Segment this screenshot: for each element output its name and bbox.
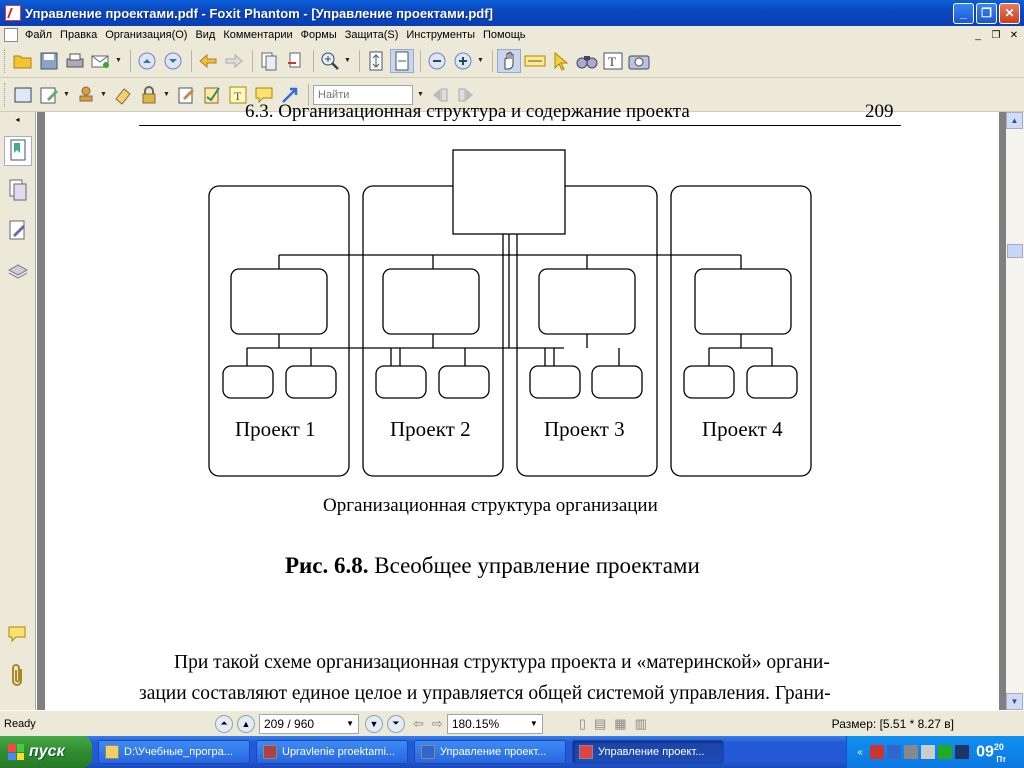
fit-width-icon[interactable] [390,49,414,73]
layers-icon[interactable] [4,256,32,286]
document-icon[interactable] [4,28,18,42]
team-box-3b [592,366,642,398]
annotations-panel-icon[interactable] [4,216,32,246]
menu-comments[interactable]: Комментарии [223,29,293,41]
document-gutter-left [37,112,45,710]
window-title: Управление проектами.pdf - Foxit Phantom - [Управление проектами.pdf] [25,5,493,21]
foxit-task-icon [579,745,593,759]
taskbar-item-explorer[interactable] [98,740,250,764]
figure-caption [285,553,700,579]
start-label: пуск [29,743,65,760]
sign-document-icon[interactable] [200,83,224,107]
team-drop-lines [247,348,772,366]
tray-expand-icon[interactable]: « [857,746,863,758]
page-dropdown-icon[interactable]: ▼ [346,719,354,728]
lock-dropdown-icon[interactable]: ▼ [163,91,170,98]
email-icon[interactable] [89,49,113,73]
tray-network-icon[interactable] [904,745,918,759]
lock-icon[interactable] [137,83,161,107]
forward-arrow-icon[interactable] [222,49,246,73]
rectangle-tool-icon[interactable] [11,83,35,107]
facing-view-icon[interactable]: ▦ [614,715,627,731]
taskbar-item-foxit[interactable] [572,740,724,764]
tray-clock[interactable] [976,742,1018,764]
tray-battery-icon[interactable] [938,745,952,759]
toolbar-separator [492,50,493,72]
svg-text:T: T [234,88,242,103]
toolbar-separator [313,50,314,72]
pencil-tool-icon[interactable] [37,83,61,107]
toolbar-separator [252,50,253,72]
top-management-box [453,150,565,234]
task-label: Upravlenie proektami... [282,746,396,758]
stamp-dropdown-icon[interactable]: ▼ [100,91,107,98]
continuous-facing-view-icon[interactable]: ▥ [634,715,647,731]
scroll-thumb[interactable] [1007,244,1023,258]
task-label: Управление проект... [440,746,547,758]
taskbar-item-archive[interactable] [256,740,408,764]
page-number-field[interactable] [259,714,359,734]
insert-pages-icon[interactable] [257,49,281,73]
project-label-4: Проект 4 [702,417,783,441]
mdi-restore-button[interactable]: ❐ [991,29,1001,41]
menu-tools[interactable]: Инструменты [406,29,475,41]
extract-pages-icon[interactable] [283,49,307,73]
team-box-4a [684,366,734,398]
maximize-button[interactable]: ❐ [976,3,997,24]
save-icon[interactable] [37,49,61,73]
scroll-down-arrow-icon[interactable]: ▼ [1006,693,1023,710]
status-bar [0,710,1024,736]
mdi-minimize-button[interactable]: _ [975,29,981,41]
task-label: Управление проект... [598,746,705,758]
status-ready: Ready [4,717,36,730]
figure-label: Рис. 6.8. [285,553,369,578]
zoom-out-icon[interactable] [425,49,449,73]
manager-drop-lines [279,255,741,269]
team-box-2a [376,366,426,398]
single-page-view-icon[interactable]: ▯ [578,715,586,731]
windows-taskbar [0,736,1024,768]
menu-help[interactable]: Помощь [482,29,526,41]
menu-edit[interactable]: Правка [60,29,98,41]
team-box-3a [530,366,580,398]
tray-security-icon[interactable] [887,745,901,759]
manager-to-team-lines [279,334,741,348]
panel-collapse-icon[interactable]: ◂ [15,114,20,124]
eraser-icon[interactable] [111,83,135,107]
start-button[interactable] [0,736,92,768]
status-next-page-icon[interactable]: ▼ [365,715,383,733]
tray-language-icon[interactable] [955,745,969,759]
toolbar-grip[interactable] [4,83,7,107]
email-dropdown-icon[interactable]: ▼ [115,57,122,64]
zoom-field-dropdown-icon[interactable]: ▼ [529,719,538,728]
archive-task-icon [263,745,277,759]
status-forward-icon[interactable]: ⇨ [431,715,443,731]
menu-organize[interactable]: Организация(O) [105,29,188,41]
project-label-2: Проект 2 [390,417,471,441]
clock-minutes: 20 [993,742,1004,753]
menu-bar [0,26,1024,44]
toolbar-separator [359,50,360,72]
select-text-icon[interactable] [523,49,547,73]
zoom-in-icon[interactable] [451,49,475,73]
paragraph-line-2: зации составляют единое целое и управляется общей системой управления. Грани- [139,683,831,704]
navigation-panel [0,112,36,710]
svg-text:T: T [608,53,616,69]
mdi-close-button[interactable]: ✕ [1009,29,1019,41]
word-task-icon [421,745,435,759]
open-folder-icon[interactable] [11,49,35,73]
hand-tool-icon[interactable] [497,49,521,73]
project-label-1: Проект 1 [235,417,316,441]
page-number: 209 [865,101,894,122]
project-manager-box-3 [539,269,635,334]
menu-file[interactable]: Файл [25,29,53,41]
zoom-in-magnifier-icon[interactable] [318,49,342,73]
zoom-level-dropdown-icon[interactable]: ▼ [477,57,484,64]
windows-logo-icon [8,744,24,760]
clock-hours: 09 [976,743,994,761]
main-toolbar [0,44,1024,78]
previous-page-icon[interactable] [135,49,159,73]
zoom-dropdown-icon[interactable]: ▼ [344,57,351,64]
taskbar-item-word[interactable] [414,740,566,764]
team-box-2b [439,366,489,398]
pdf-page[interactable] [45,101,1000,710]
folder-task-icon [105,745,119,759]
typewriter-text-icon[interactable] [601,49,625,73]
continuous-view-icon[interactable]: ▤ [593,715,607,731]
menu-view[interactable]: Вид [195,29,216,41]
org-structure-diagram [45,112,1000,492]
team-box-1b [286,366,336,398]
minimize-button[interactable]: _ [953,3,974,24]
document-gutter-right [999,112,1006,710]
toolbar-separator [420,50,421,72]
stamp-icon[interactable] [74,83,98,107]
last-page-icon[interactable]: ⏷ [387,715,405,733]
toolbar-separator [130,50,131,72]
task-label: D:\Учебные_програ... [124,746,233,758]
figure-title: Всеобщее управление проектами [374,553,700,578]
binoculars-search-icon[interactable] [575,49,599,73]
diagram-caption: Организационная структура организации [323,495,658,516]
back-arrow-icon[interactable] [196,49,220,73]
clock-day: Пт [996,754,1006,764]
close-button[interactable]: ✕ [999,3,1020,24]
select-arrow-icon[interactable] [549,49,573,73]
zoom-field[interactable] [447,714,543,734]
system-tray [846,736,1024,768]
edit-document-icon[interactable] [174,83,198,107]
search-dropdown-icon[interactable]: ▼ [417,91,424,98]
vertical-scrollbar[interactable] [1006,112,1024,710]
attachments-paperclip-icon[interactable] [4,660,32,690]
pencil-dropdown-icon[interactable]: ▼ [63,91,70,98]
title-bar [0,0,1024,26]
tray-volume-icon[interactable] [921,745,935,759]
next-page-icon[interactable] [161,49,185,73]
status-previous-page-icon[interactable]: ▲ [237,715,255,733]
menu-protect[interactable]: Защита(S) [344,29,399,41]
toolbar-grip[interactable] [4,49,7,73]
first-page-icon[interactable]: ⏶ [215,715,233,733]
comments-panel-icon[interactable] [4,620,32,650]
tray-antivirus-icon[interactable] [870,745,884,759]
page-number-value: 209 / 960 [264,716,315,731]
zoom-value: 180.15% [451,716,500,731]
team-box-4b [747,366,797,398]
running-header: 6.3. Организационная структура и содержание проекта [245,101,690,122]
bookmarks-icon[interactable] [4,136,32,166]
foxit-app-icon[interactable] [5,5,21,21]
team-box-1a [223,366,273,398]
toolbar-separator [191,50,192,72]
project-manager-box-1 [231,269,327,334]
project-label-3: Проект 3 [544,417,625,441]
paragraph-line-1: При такой схеме организационная структура проекта и «материнской» органи- [174,652,830,673]
page-size-label: Размер: [5.51 * 8.27 в] [831,716,954,731]
project-manager-box-2 [383,269,479,334]
snapshot-camera-icon[interactable] [627,49,651,73]
page-thumbnails-icon[interactable] [4,176,32,206]
print-icon[interactable] [63,49,87,73]
project-manager-box-4 [695,269,791,334]
scroll-up-arrow-icon[interactable]: ▲ [1006,112,1023,129]
fit-page-icon[interactable] [364,49,388,73]
status-back-icon[interactable]: ⇦ [413,715,424,731]
menu-forms[interactable]: Формы [300,29,337,41]
mdi-controls [970,28,1024,42]
